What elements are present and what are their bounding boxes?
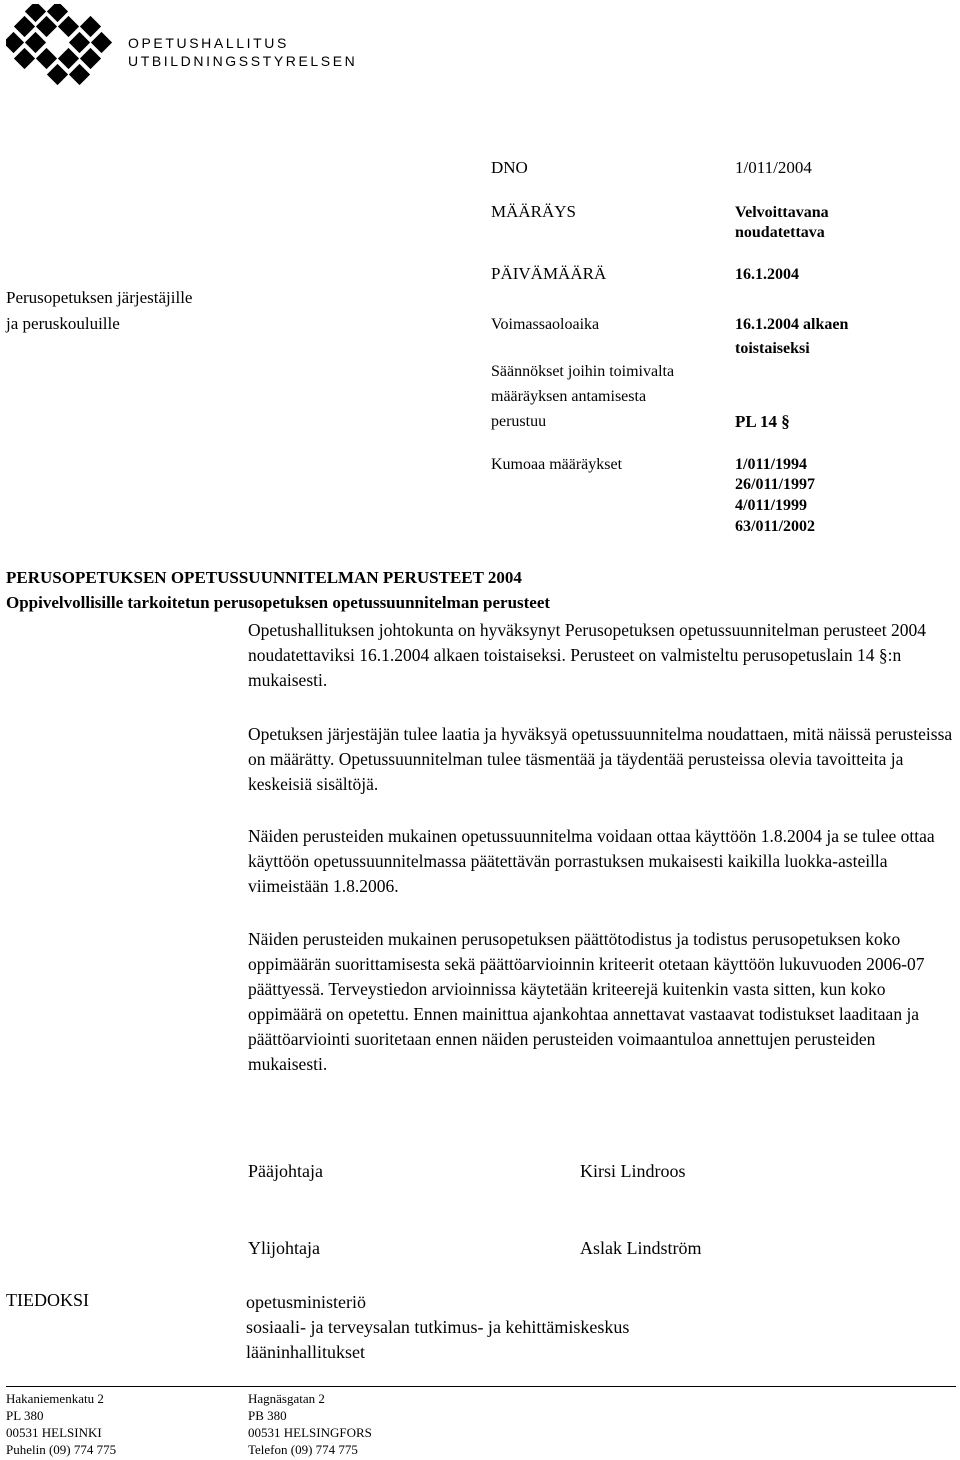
basis-label-1: Säännökset joihin toimivalta	[491, 363, 675, 380]
repeals-item: 4/011/1999	[735, 497, 808, 514]
date-value: 16.1.2004	[735, 266, 799, 283]
validity-value: 16.1.2004 alkaen	[735, 316, 849, 333]
basis-label-2: määräyksen antamisesta	[491, 388, 647, 405]
footer-address-sv: 00531 HELSINGFORS	[248, 1425, 372, 1440]
opetushallitus-logo	[6, 4, 118, 86]
paragraph: Näiden perusteiden mukainen opetussuunnitelma voidaan ottaa käyttöön 1.8.2004 ja se tulee ottaa käyttöön opetussuunnitelmassa päätettävän porrastuksen mukaisesti kaikilla luokka-asteilla viimeistään 1.8.2006.	[248, 826, 935, 896]
footer-address-fi: PL 380	[6, 1408, 44, 1423]
footer-address-sv: Telefon (09) 774 775	[248, 1442, 358, 1457]
paragraph: Näiden perusteiden mukainen perusopetuksen päättötodistus ja todistus perusopetuksen koko oppimäärän suorittamisesta sekä päättöarvioinnin kriteerit otetaan käyttöön lukuvuoden 2006-07 päättyessä. Terveystiedon arvioinnissa käytetään kriteerejä kuitenkin vasta sitten, kun koko oppimäärä on opetettu. Ennen mainittua ajankohtaa annettavat vastaavat todistukset laaditaan ja päättöarviointi suoritetaan ennen näiden perusteiden voimaantuloa annettujen perusteiden mukaisesti.	[248, 929, 925, 1074]
distribution-label: TIEDOKSI	[6, 1290, 89, 1310]
repeals-item: 63/011/2002	[735, 518, 816, 535]
basis-value: PL 14 §	[735, 412, 790, 431]
paragraph: Opetushallituksen johtokunta on hyväksynyt Perusopetuksen opetussuunnitelman perusteet 2004 noudatettaviksi 16.1.2004 alkaen toistaiseksi. Perusteet on valmisteltu perusopetuslain 14 §:n mukaisesti.	[248, 620, 927, 690]
footer-divider	[6, 1386, 956, 1387]
distribution-item: opetusministeriö	[246, 1292, 366, 1312]
signature-role: Pääjohtaja	[248, 1161, 323, 1181]
org-name-fi: OPETUSHALLITUS	[128, 35, 289, 51]
distribution-item: lääninhallitukset	[246, 1342, 365, 1362]
paragraph: Opetuksen järjestäjän tulee laatia ja hyväksyä opetussuunnitelma noudattaen, mitä näissä perusteissa on määrätty. Opetussuunnitelman tulee täsmentää ja täydentää perusteissa olevia tavoitteita ja keskeisiä sisältöjä.	[248, 724, 953, 794]
basis-label-3: perustuu	[491, 413, 547, 430]
validity-value-2: toistaiseksi	[735, 340, 810, 357]
date-label: PÄIVÄMÄÄRÄ	[491, 264, 607, 283]
distribution-item: sosiaali- ja terveysalan tutkimus- ja kehittämiskeskus	[246, 1317, 630, 1337]
footer-address-sv: Hagnäsgatan 2	[248, 1391, 325, 1406]
footer-address-fi: Puhelin (09) 774 775	[6, 1442, 117, 1457]
repeals-item: 26/011/1997	[735, 476, 816, 493]
signature-name: Aslak Lindström	[580, 1238, 702, 1258]
recipient-line-1: Perusopetuksen järjestäjille	[6, 288, 193, 307]
org-name-sv: UTBILDNINGSSTYRELSEN	[128, 53, 358, 69]
footer-address-fi: Hakaniemenkatu 2	[6, 1391, 104, 1406]
type-label: MÄÄRÄYS	[491, 202, 577, 221]
document-subtitle: Oppivelvollisille tarkoitetun perusopetuksen opetussuunnitelman perusteet	[6, 593, 551, 612]
dno-label: DNO	[491, 158, 528, 177]
footer-address-fi: 00531 HELSINKI	[6, 1425, 102, 1440]
validity-label: Voimassaoloaika	[491, 316, 600, 333]
footer-address-sv: PB 380	[248, 1408, 287, 1423]
repeals-item: 1/011/1994	[735, 456, 808, 473]
type-value: Velvoittavana	[735, 204, 829, 221]
signature-name: Kirsi Lindroos	[580, 1161, 686, 1181]
recipient-line-2: ja peruskouluille	[6, 314, 120, 333]
type-value-2: noudatettava	[735, 224, 825, 241]
document-title: PERUSOPETUKSEN OPETUSSUUNNITELMAN PERUSTEET 2004	[6, 568, 522, 587]
repeals-label: Kumoaa määräykset	[491, 456, 623, 473]
dno-value: 1/011/2004	[735, 158, 812, 177]
signature-role: Ylijohtaja	[248, 1238, 320, 1258]
